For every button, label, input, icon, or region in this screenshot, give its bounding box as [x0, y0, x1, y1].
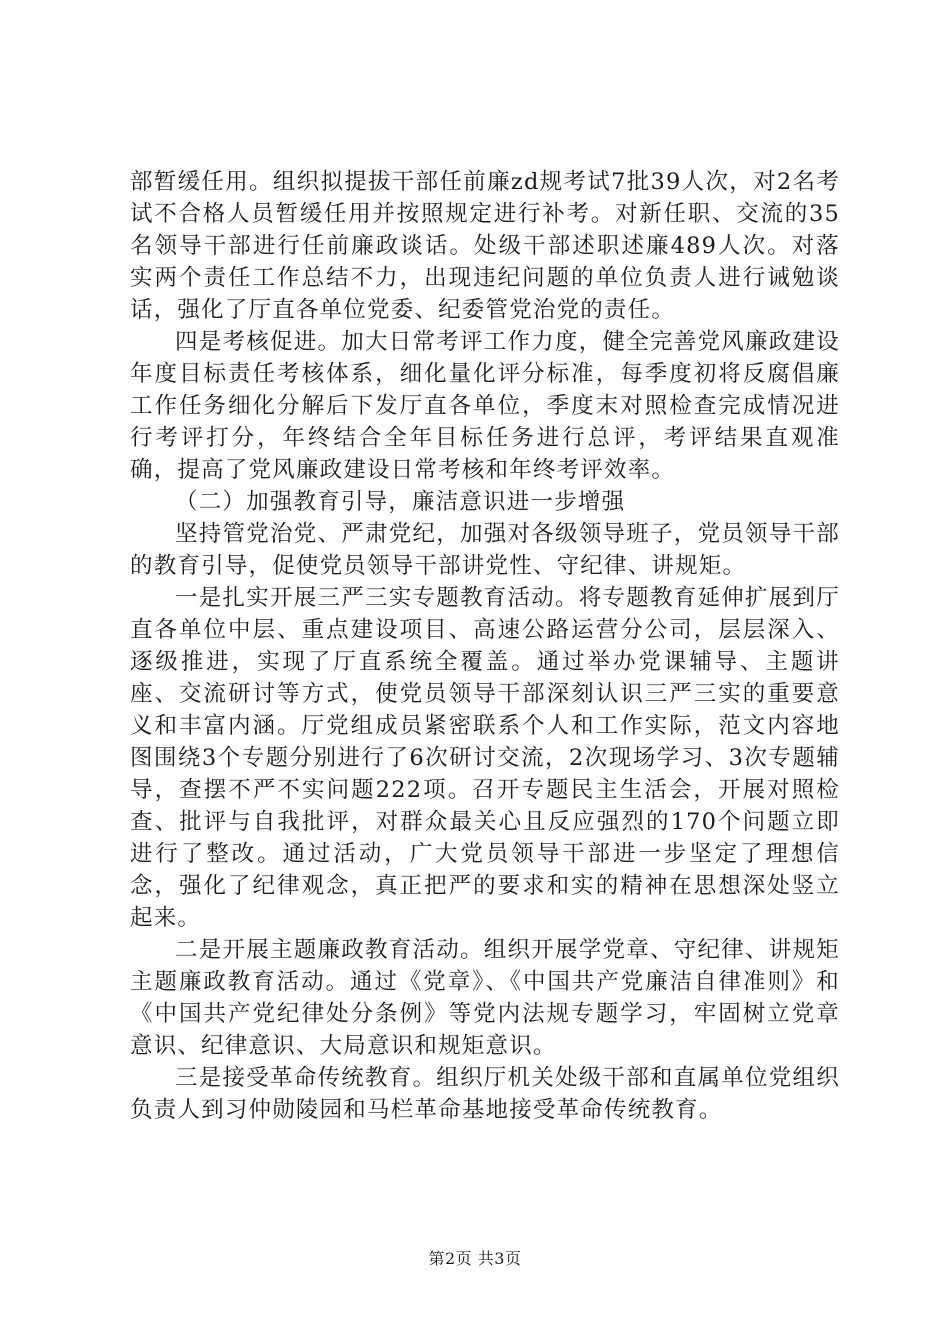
- paragraph-intro: 坚持管党治党、严肃党纪，加强对各级领导班子，党员领导干部的教育引导，促使党员领导干部讲党性、守纪律、讲规矩。: [130, 521, 840, 579]
- paragraph-assessment: 四是考核促进。加大日常考评工作力度，健全完善党风廉政建设年度目标责任考核体系，细化量化评分标准，每季度初将反腐倡廉工作任务细化分解后下发厅直各单位，季度末对照检查完成情况进行考评打分，年终结合全年目标任务进行总评，考评结果直观准确，提高了党风廉政建设日常考核和年终考评效率。: [130, 329, 840, 483]
- paragraph-continuation: 部暂缓任用。组织拟提拔干部任前廉zd规考试7批39人次，对2名考试不合格人员暂缓任用并按照规定进行补考。对新任职、交流的35名领导干部进行任前廉政谈话。处级干部述职述廉489人次。对落实两个责任工作总结不力，出现违纪问题的单位负责人进行诫勉谈话，强化了厅直各单位党委、纪委管党治党的责任。: [130, 169, 840, 323]
- section-heading: （二）加强教育引导，廉洁意识进一步增强: [175, 489, 626, 515]
- page-number: 第2页 共3页: [428, 1249, 522, 1268]
- paragraph-item-two: 二是开展主题廉政教育活动。组织开展学党章、守纪律、讲规矩主题廉政教育活动。通过《党章》、《中国共产党廉洁自律准则》和《中国共产党纪律处分条例》等党内法规专题学习，牢固树立党章意识、纪律意识、大局意识和规矩意识。: [130, 937, 840, 1059]
- document-body: [130, 166, 840, 1126]
- paragraph-item-three: 三是接受革命传统教育。组织厅机关处级干部和直属单位党组织负责人到习仲勋陵园和马栏革命基地接受革命传统教育。: [130, 1065, 840, 1123]
- paragraph-item-one: 一是扎实开展三严三实专题教育活动。将专题教育延伸扩展到厅直各单位中层、重点建设项目、高速公路运营分公司，层层深入、逐级推进，实现了厅直系统全覆盖。通过举办党课辅导、主题讲座、交流研讨等方式，使党员领导干部深刻认识三严三实的重要意义和丰富内涵。厅党组成员紧密联系个人和工作实际，范文内容地图围绕3个专题分别进行了6次研讨交流，2次现场学习、3次专题辅导，查摆不严不实问题222项。召开专题民主生活会，开展对照检查、批评与自我批评，对群众最关心且反应强烈的170个问题立即进行了整改。通过活动，广大党员领导干部进一步坚定了理想信念，强化了纪律观念，真正把严的要求和实的精神在思想深处竖立起来。: [130, 585, 840, 931]
